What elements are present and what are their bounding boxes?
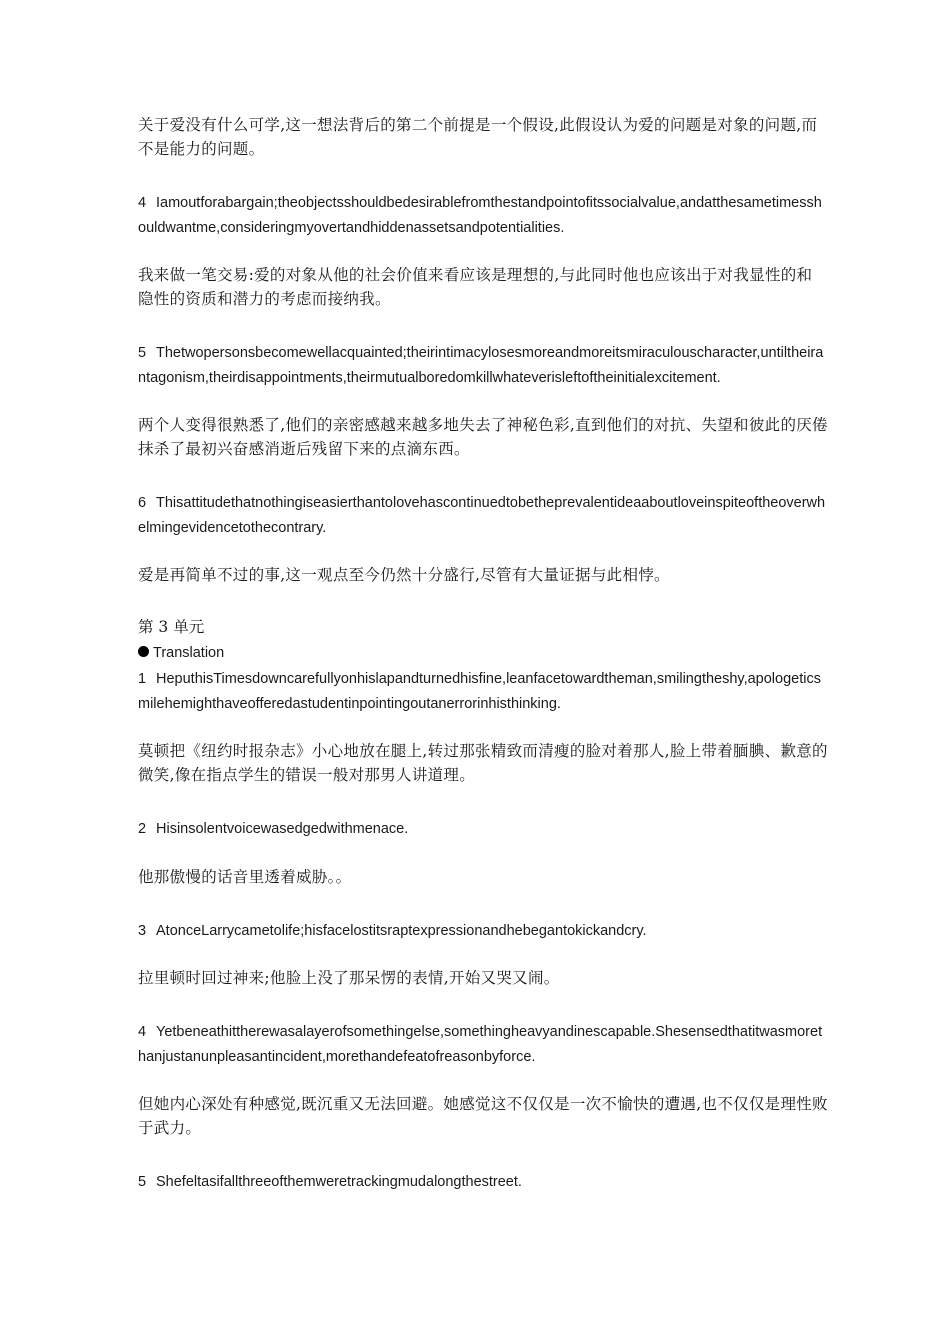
section-bullet [138,641,828,665]
sentence-en [138,341,828,390]
section-label: Translation [153,645,225,661]
sentence-number: 5 [138,1174,147,1190]
sentence-number: 6 [138,495,147,511]
sentence-en [138,1170,828,1195]
sentence-en [138,667,828,716]
paragraph-zh: 莫顿把《纽约时报杂志》小心地放在腿上,转过那张精致而清瘦的脸对着那人,脸上带着腼腆、歉意的微笑,像在指点学生的错误一般对那男人讲道理。 [138,742,828,784]
sentence-text: Hisinsolentvoicewasedgedwithmenace. [156,821,409,837]
sentence-number: 4 [138,195,147,211]
sentence-number: 4 [138,1024,147,1040]
paragraph-zh: 他那傲慢的话音里透着威胁。。 [138,867,352,886]
sentence-number: 5 [138,345,147,361]
sentence-text: Thetwopersonsbecomewellacquainted;theirintimacylosesmoreandmoreitsmiraculouscharacter,untiltheirantagonism,theirdisappointments,theirmutualboredomkillwhateverisleftoftheinitialexcitement. [138,345,824,386]
sentence-en [138,191,828,240]
unit-heading: 第 3 单元 [138,618,205,636]
bullet-icon [138,646,149,657]
sentence-text: Iamoutforabargain;theobjectsshouldbedesirablefromthestandpointofitssocialvalue,andatthesametimesshouldwantme,consideringmyovertandhiddenassetsandpotentialities. [138,195,822,236]
paragraph-zh: 两个人变得很熟悉了,他们的亲密感越来越多地失去了神秘色彩,直到他们的对抗、失望和彼此的厌倦抹杀了最初兴奋感消逝后残留下来的点滴东西。 [138,416,828,458]
sentence-number: 3 [138,922,147,939]
paragraph-zh: 拉里顿时回过神来;他脸上没了那呆愣的表情,开始又哭又闹。 [138,969,560,987]
sentence-en [138,919,828,944]
sentence-text: Yetbeneathittherewasalayerofsomethingelse,somethingheavyandinescapable.Shesensedthatitwasmorethanjustanunpleasantincident,morethandefeatofreasonbyforce. [138,1024,823,1065]
sentence-text: Thisattitudethatnothingiseasierthantolovehascontinuedtobetheprevalentideaaboutloveinspiteoftheoverwhelmingevidencetothecontrary. [138,495,826,536]
sentence-en [138,817,828,842]
sentence-text: AtonceLarrycametolife;hisfacelostitsraptexpressionandhebegantokickandcry. [156,922,647,939]
paragraph-zh: 但她内心深处有种感觉,既沉重又无法回避。她感觉这不仅仅是一次不愉快的遭遇,也不仅仅是理性败于武力。 [138,1095,828,1137]
paragraph-zh: 爱是再简单不过的事,这一观点至今仍然十分盛行,尽管有大量证据与此相悖。 [138,566,670,584]
sentence-number: 2 [138,821,147,837]
sentence-en [138,1020,828,1069]
paragraph-zh: 关于爱没有什么可学,这一想法背后的第二个前提是一个假设,此假设认为爱的问题是对象的问题,而不是能力的问题。 [138,116,818,158]
sentence-en [138,491,828,540]
sentence-text: HeputhisTimesdowncarefullyonhislapandturnedhisfine,leanfacetowardtheman,smilingtheshy,apologeticsmilehemighthaveofferedastudentinpointingoutanerrorinhisthinking. [138,671,821,712]
sentence-number: 1 [138,671,147,687]
sentence-text: Shefeltasifallthreeofthemweretrackingmudalongthestreet. [156,1174,522,1190]
document-page [138,113,828,1195]
paragraph-zh: 我来做一笔交易:爱的对象从他的社会价值来看应该是理想的,与此同时他也应该出于对我显性的和隐性的资质和潜力的考虑而接纳我。 [138,266,813,308]
